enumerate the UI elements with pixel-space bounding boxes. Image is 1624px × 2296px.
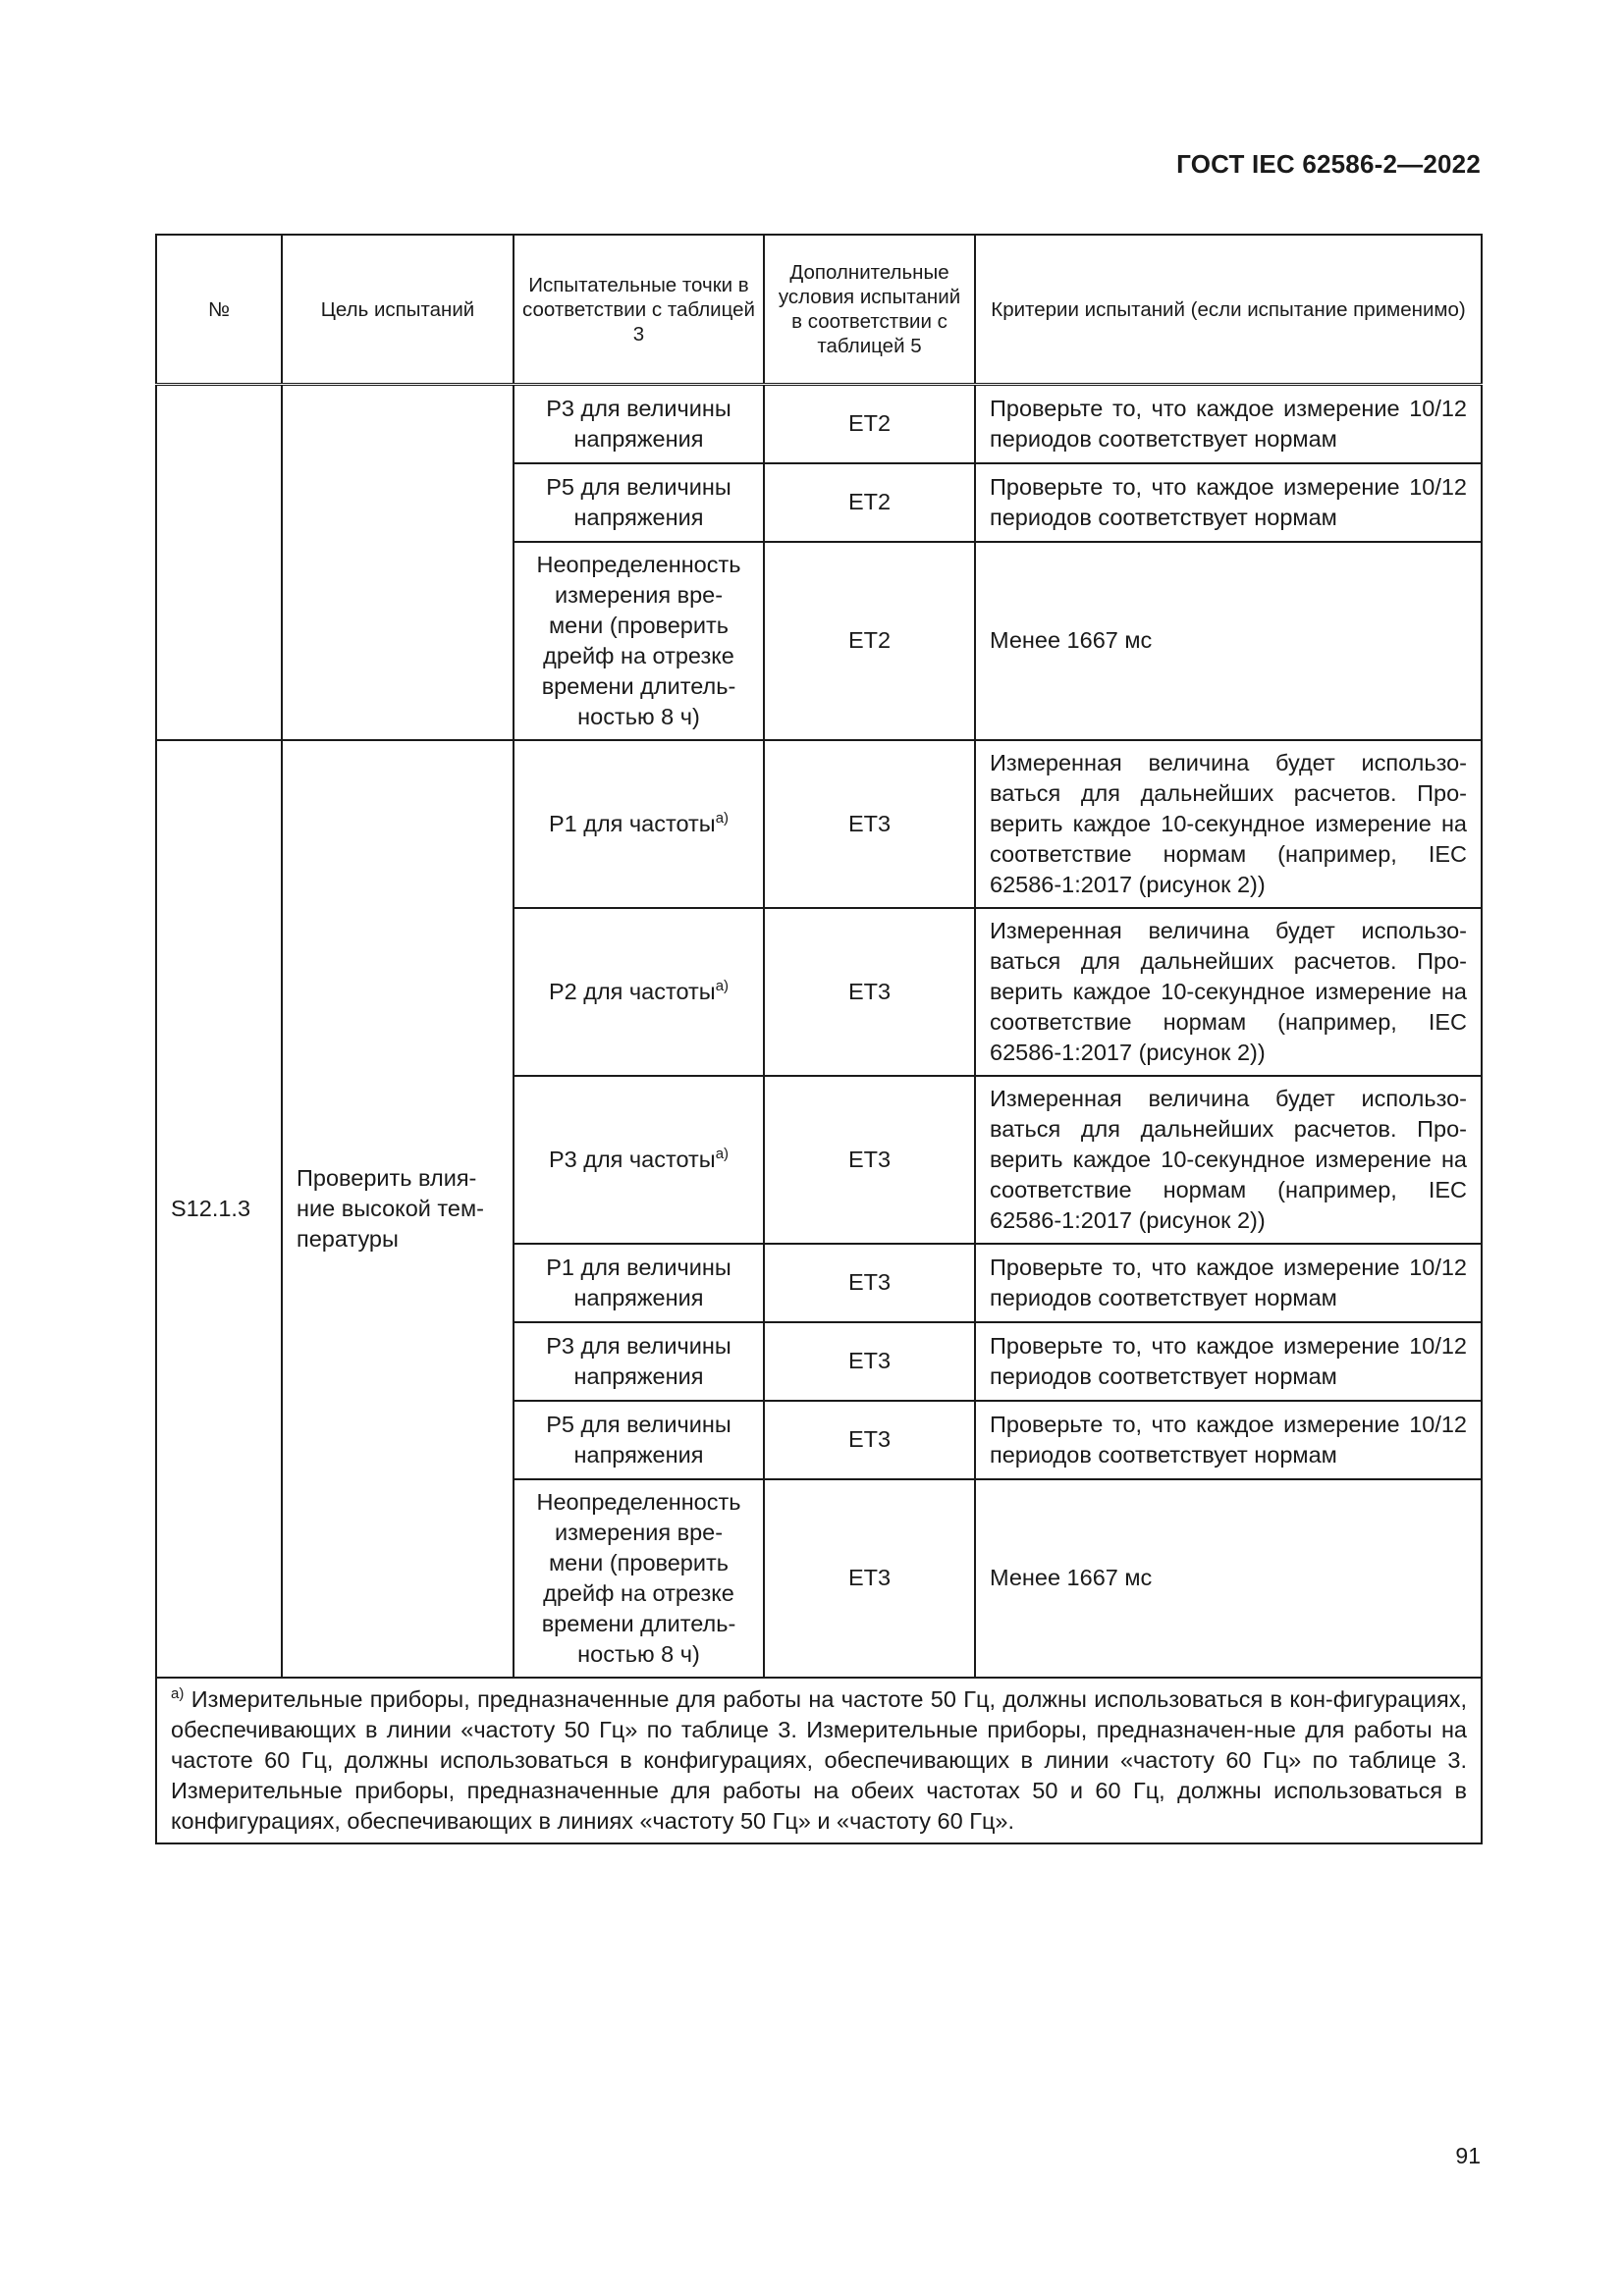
test-point-cell: Неопределенность измерения вре-мени (проверить дрейф на отрезке времени длитель-ностью 8 ч) xyxy=(514,542,764,740)
table-header-row xyxy=(156,235,1482,385)
table-row xyxy=(156,385,1482,463)
footnote-marker: a) xyxy=(715,977,730,994)
footnote-marker: a) xyxy=(171,1684,185,1702)
test-point-text: P3 для частоты xyxy=(548,1146,716,1172)
test-criteria-cell: Проверьте то, что каждое измерение 10/12 периодов соответствует нормам xyxy=(975,385,1482,463)
test-criteria-cell: Менее 1667 мс xyxy=(975,542,1482,740)
test-criteria-cell: Проверьте то, что каждое измерение 10/12 периодов соответствует нормам xyxy=(975,1244,1482,1322)
test-condition-cell: ET3 xyxy=(764,740,975,908)
test-criteria-cell: Измеренная величина будет использо-ваться для дальнейших расчетов. Про-верить каждое 10-секундное измерение на соответствие нормам (например, IEC 62586-1:2017 (рисунок 2)) xyxy=(975,740,1482,908)
test-criteria-cell: Проверьте то, что каждое измерение 10/12 периодов соответствует нормам xyxy=(975,463,1482,542)
header-no: № xyxy=(156,235,282,385)
test-number-cell: S12.1.3 xyxy=(156,740,282,1678)
test-condition-cell: ET2 xyxy=(764,463,975,542)
test-point-cell: P3 для величины напряжения xyxy=(514,385,764,463)
test-point-cell: P5 для величины напряжения xyxy=(514,463,764,542)
test-criteria-table xyxy=(155,234,1483,1844)
page-number: 91 xyxy=(1455,2143,1481,2168)
footnote-text: Измерительные приборы, предназначенные для работы на частоте 50 Гц, должны использоваться в кон-фигурациях, обеспечивающих в линии «частоту 50 Гц» по таблице 3. Измерительные приборы, предназначен-ные для работы на частоте 60 Гц, должны использоваться в конфигурациях, обеспечивающих в линии «частоту 60 Гц» по таблице 3. Измерительные приборы, предназначенные для работы на обеих частотах 50 и 60 Гц, должны использоваться в конфигурациях, обеспечивающих в линиях «частоту 50 Гц» и «частоту 60 Гц». xyxy=(171,1685,1467,1834)
header-goal: Цель испытаний xyxy=(282,235,514,385)
test-criteria-cell: Проверьте то, что каждое измерение 10/12 периодов соответствует нормам xyxy=(975,1401,1482,1479)
test-condition-cell: ET3 xyxy=(764,1322,975,1401)
test-point-cell: P3 для величины напряжения xyxy=(514,1322,764,1401)
test-condition-cell: ET3 xyxy=(764,1401,975,1479)
footnote-marker: a) xyxy=(715,809,730,827)
test-condition-cell: ET3 xyxy=(764,1244,975,1322)
document-code: ГОСТ IEC 62586-2—2022 xyxy=(1176,149,1481,179)
test-criteria-cell: Измеренная величина будет использо-ваться для дальнейших расчетов. Про-верить каждое 10-секундное измерение на соответствие нормам (например, IEC 62586-1:2017 (рисунок 2)) xyxy=(975,908,1482,1076)
header-conditions: Дополнительные условия испытаний в соответствии с таблицей 5 xyxy=(764,235,975,385)
test-point-cell: P5 для величины напряжения xyxy=(514,1401,764,1479)
test-condition-cell: ET2 xyxy=(764,542,975,740)
test-point-cell: P1 для величины напряжения xyxy=(514,1244,764,1322)
test-number-cell xyxy=(156,385,282,740)
header-criteria: Критерии испытаний (если испытание применимо) xyxy=(975,235,1482,385)
footnote-row xyxy=(156,1678,1482,1843)
test-criteria-cell: Измеренная величина будет использо-ваться для дальнейших расчетов. Про-верить каждое 10-секундное измерение на соответствие нормам (например, IEC 62586-1:2017 (рисунок 2)) xyxy=(975,1076,1482,1244)
header-test-points: Испытательные точки в соответствии с таблицей 3 xyxy=(514,235,764,385)
footnote-marker: a) xyxy=(715,1145,730,1162)
test-point-text: P1 для частоты xyxy=(548,810,716,836)
test-condition-cell: ET2 xyxy=(764,385,975,463)
test-point-text: P2 для частоты xyxy=(548,978,716,1004)
test-point-cell xyxy=(514,908,764,1076)
test-condition-cell: ET3 xyxy=(764,908,975,1076)
test-goal-cell: Проверить влия-ние высокой тем-пературы xyxy=(282,740,514,1678)
test-criteria-cell: Менее 1667 мс xyxy=(975,1479,1482,1678)
table-row xyxy=(156,740,1482,908)
test-point-cell xyxy=(514,740,764,908)
test-point-cell xyxy=(514,1076,764,1244)
table-footnote xyxy=(156,1678,1482,1843)
test-condition-cell: ET3 xyxy=(764,1479,975,1678)
test-criteria-cell: Проверьте то, что каждое измерение 10/12 периодов соответствует нормам xyxy=(975,1322,1482,1401)
test-point-cell: Неопределенность измерения вре-мени (проверить дрейф на отрезке времени длитель-ностью 8 ч) xyxy=(514,1479,764,1678)
test-goal-cell xyxy=(282,385,514,740)
test-condition-cell: ET3 xyxy=(764,1076,975,1244)
